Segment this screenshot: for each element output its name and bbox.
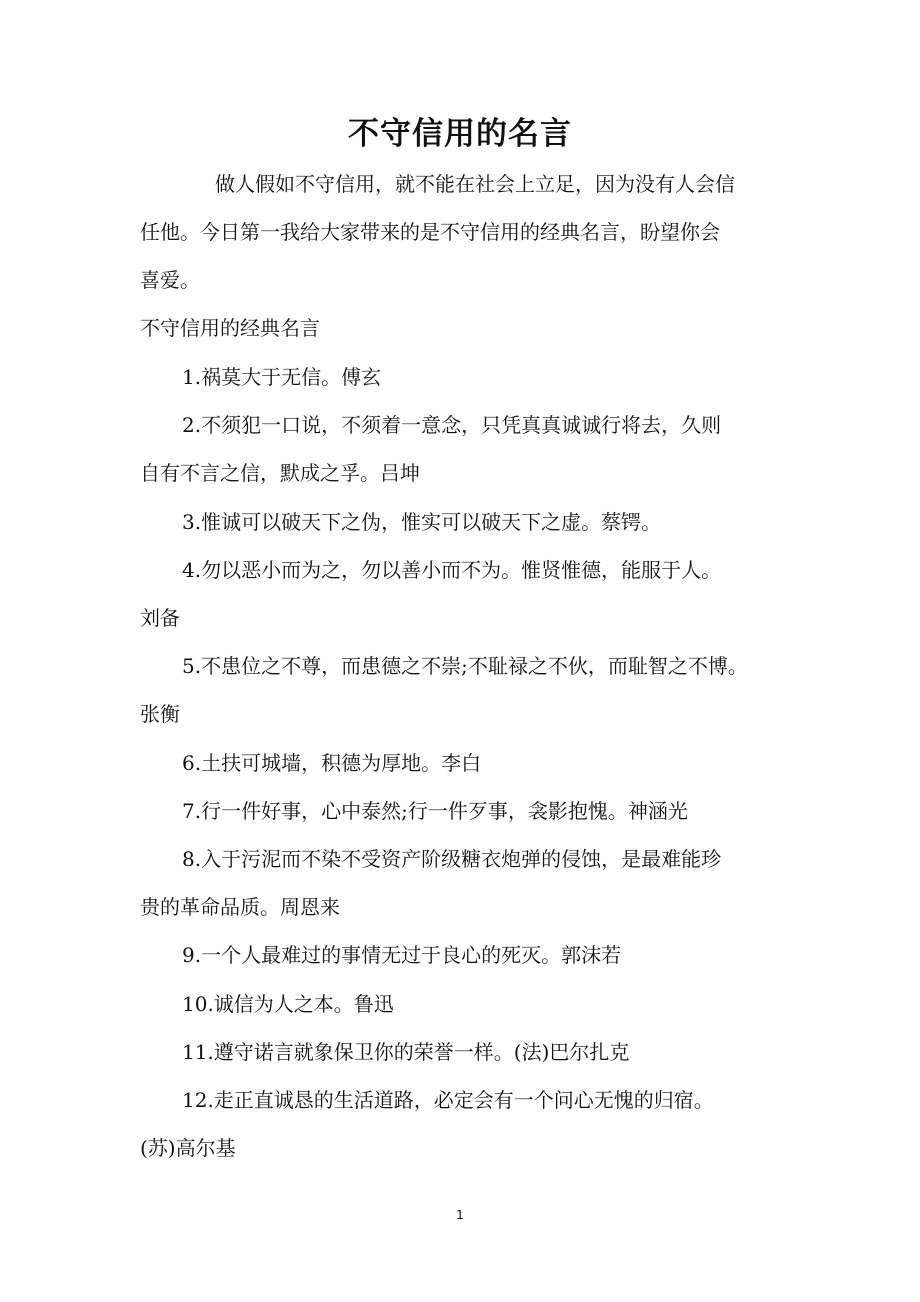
quote-7: 7.行一件好事，心中泰然;行一件歹事，衾影抱愧。神涵光 (182, 799, 688, 823)
quote-3: 3.惟诚可以破天下之伪，惟实可以破天下之虚。蔡锷。 (182, 510, 662, 534)
intro-line-2: 任他。今日第一我给大家带来的是不守信用的经典名言，盼望你会 (140, 220, 720, 244)
quote-5-line-2: 张衡 (140, 702, 180, 726)
quote-6: 6.土扶可城墙，积德为厚地。李白 (182, 751, 482, 775)
document-title: 不守信用的名言 (348, 116, 572, 152)
quote-4-line-2: 刘备 (140, 606, 180, 630)
quote-5-line-1: 5.不患位之不尊，而患德之不崇;不耻禄之不伙，而耻智之不博。 (182, 654, 748, 678)
quote-2-line-1: 2.不须犯一口说，不须着一意念，只凭真真诚诚行将去，久则 (182, 413, 722, 437)
quote-8-line-2: 贵的革命品质。周恩来 (140, 895, 340, 919)
quote-12-line-1: 12.走正直诚恳的生活道路，必定会有一个问心无愧的归宿。 (182, 1088, 714, 1112)
quote-10: 10.诚信为人之本。鲁迅 (182, 992, 394, 1016)
intro-line-3: 喜爱。 (140, 268, 200, 292)
page-number: 1 (456, 1208, 464, 1222)
quote-11: 11.遵守诺言就象保卫你的荣誉一样。(法)巴尔扎克 (182, 1040, 630, 1064)
quote-8-line-1: 8.入于污泥而不染不受资产阶级糖衣炮弹的侵蚀，是最难能珍 (182, 847, 722, 871)
section-heading: 不守信用的经典名言 (140, 316, 320, 340)
quote-12-line-2: (苏)高尔基 (140, 1136, 236, 1160)
quote-4-line-1: 4.勿以恶小而为之，勿以善小而不为。惟贤惟德，能服于人。 (182, 558, 722, 582)
quote-2-line-2: 自有不言之信，默成之孚。吕坤 (140, 461, 420, 485)
quote-9: 9.一个人最难过的事情无过于良心的死灭。郭沫若 (182, 943, 622, 967)
intro-line-1: 做人假如不守信用，就不能在社会上立足，因为没有人会信 (215, 172, 735, 196)
quote-1: 1.祸莫大于无信。傅玄 (182, 365, 382, 389)
